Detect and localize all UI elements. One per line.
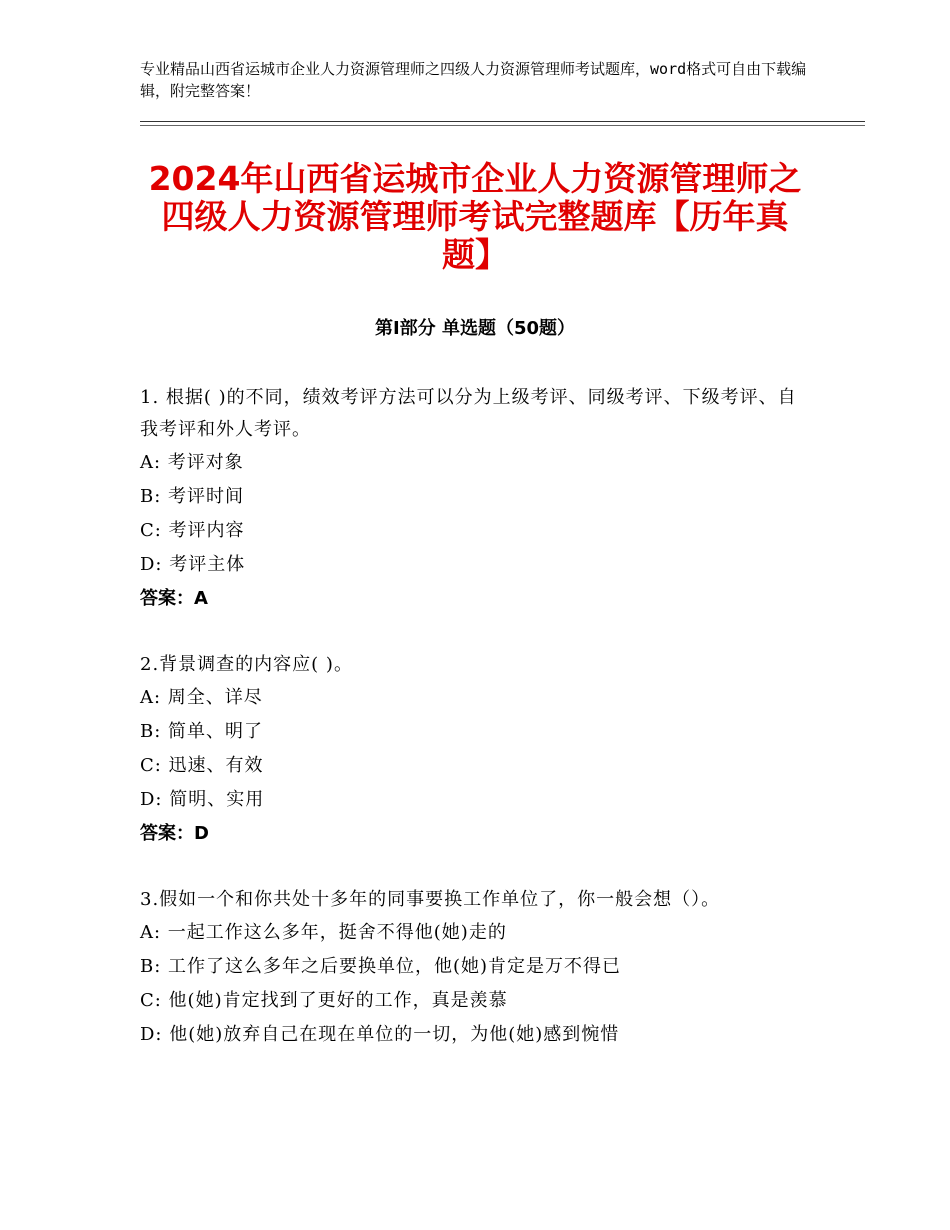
document-title: 2024年山西省运城市企业人力资源管理师之四级人力资源管理师考试完整题库【历年真题】 — [148, 159, 802, 274]
option-c: C: 迅速、有效 — [140, 755, 264, 776]
option-c: C: 考评内容 — [140, 520, 245, 541]
question-stem: 1. 根据( )的不同，绩效考评方法可以分为上级考评、同级考评、下级考评、自我考评和外人考评。 — [140, 387, 797, 440]
option-d: D: 简明、实用 — [140, 789, 265, 810]
option-b: B: 简单、明了 — [140, 721, 264, 742]
question-stem: 3.假如一个和你共处十多年的同事要换工作单位了，你一般会想（）。 — [140, 889, 721, 910]
answer: 答案：D — [140, 823, 209, 844]
question-stem: 2.背景调查的内容应( )。 — [140, 654, 353, 675]
question-3 — [140, 884, 810, 1052]
header-note: 专业精品山西省运城市企业人力资源管理师之四级人力资源管理师考试题库，word格式可自由下载编辑，附完整答案！ — [140, 60, 807, 100]
section-title: 第Ⅰ部分 单选题（50题） — [374, 318, 575, 339]
header-divider — [140, 121, 865, 122]
option-a: A: 一起工作这么多年，挺舍不得他(她)走的 — [140, 922, 507, 943]
header-divider-thin — [140, 125, 865, 126]
question-2 — [140, 649, 810, 851]
option-c: C: 他(她)肯定找到了更好的工作，真是羡慕 — [140, 990, 508, 1011]
option-b: B: 工作了这么多年之后要换单位，他(她)肯定是万不得已 — [140, 956, 622, 977]
question-list — [140, 382, 810, 1085]
option-b: B: 考评时间 — [140, 486, 245, 507]
question-1 — [140, 382, 810, 616]
option-a: A: 考评对象 — [140, 452, 244, 473]
option-d: D: 他(她)放弃自己在现在单位的一切，为他(她)感到惋惜 — [140, 1024, 620, 1045]
answer: 答案：A — [140, 588, 208, 609]
option-d: D: 考评主体 — [140, 554, 246, 575]
option-a: A: 周全、详尽 — [140, 687, 263, 708]
